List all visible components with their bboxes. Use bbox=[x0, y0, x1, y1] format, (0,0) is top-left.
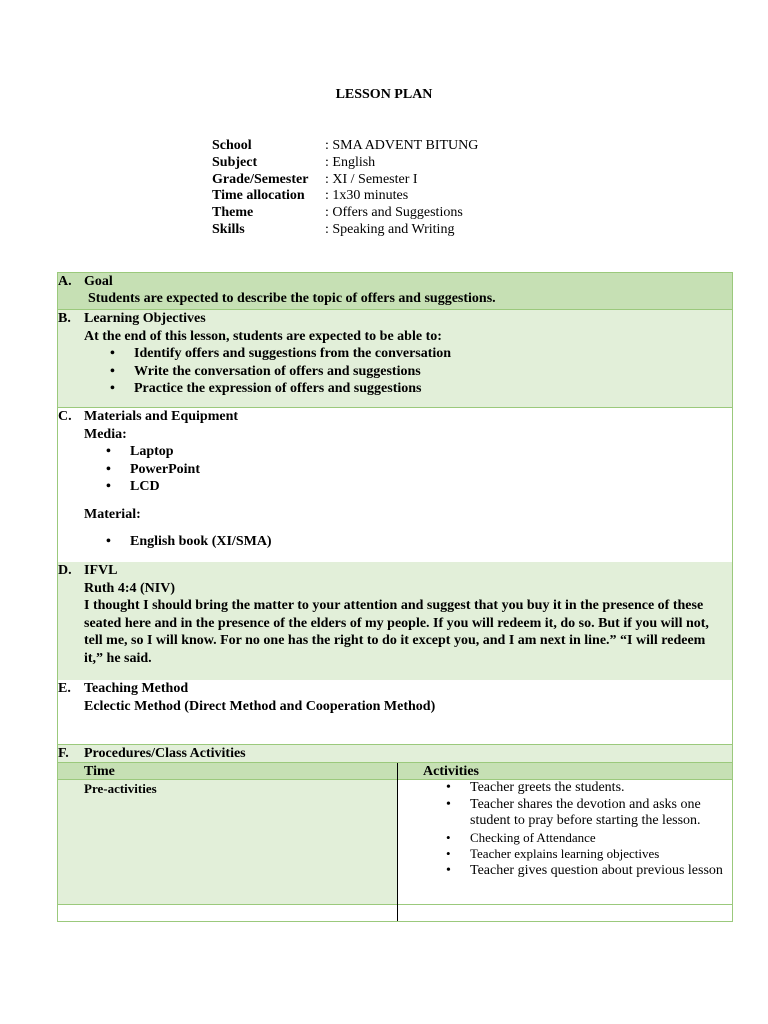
goal-text: Students are expected to describe the topic of offers and suggestions. bbox=[88, 291, 496, 306]
list-item: • Teacher shares the devotion and asks one student to pray before starting the lesson. bbox=[470, 797, 730, 830]
activities-list bbox=[470, 780, 730, 879]
list-item: • Laptop bbox=[130, 443, 720, 461]
column-divider bbox=[397, 763, 398, 921]
objectives-heading: Learning Objectives bbox=[84, 311, 206, 326]
materials-heading: Materials and Equipment bbox=[84, 409, 239, 424]
info-row-grade: Grade/Semester : XI / Semester I bbox=[212, 171, 418, 187]
row-time: Pre-activities bbox=[84, 781, 157, 796]
section-ifvl: D. IFVL Ruth 4:4 (NIV) I thought I should bring the matter to your attention and suggest that you buy it in the presence of these seated here and in the presence of the elders of my people. If you will redeem it, do so. But if you will not, tell me, so I will know. For no one has the right to do it except you, and I am next in line.” “I will redeem it,” he said. bbox=[58, 562, 732, 680]
material-label: Material: bbox=[84, 506, 141, 522]
list-item: • Teacher greets the students. bbox=[470, 780, 730, 797]
list-item: • Practice the expression of offers and suggestions bbox=[134, 380, 720, 398]
info-row-time: Time allocation : 1x30 minutes bbox=[212, 188, 409, 204]
objectives-list bbox=[134, 345, 720, 398]
material-list bbox=[130, 533, 720, 551]
list-item: • Identify offers and suggestions from the conversation bbox=[134, 345, 720, 363]
info-row-subject: Subject : English bbox=[212, 154, 376, 170]
procedures-heading: Procedures/Class Activities bbox=[84, 746, 246, 761]
method-text: Eclectic Method (Direct Method and Cooperation Method) bbox=[84, 698, 436, 714]
list-item: • English book (XI/SMA) bbox=[130, 533, 720, 551]
list-item: • Checking of Attendance bbox=[470, 830, 730, 847]
list-item: • LCD bbox=[130, 478, 720, 496]
lesson-info bbox=[212, 138, 478, 239]
goal-heading: Goal bbox=[84, 274, 113, 289]
info-row-school: School : SMA ADVENT BITUNG bbox=[212, 138, 479, 153]
section-goal: A. Goal Students are expected to describe the topic of offers and suggestions. bbox=[58, 273, 732, 310]
section-objectives: B. Learning Objectives At the end of this lesson, students are expected to be able to: • Identify offers and suggestions from the conversation • Write the conversation of offers and suggestions • Practice the expression of offers and suggestions bbox=[58, 310, 732, 408]
col-time-header: Time bbox=[84, 764, 115, 779]
list-item: • Teacher explains learning objectives bbox=[470, 846, 730, 863]
info-row-skills: Skills : Speaking and Writing bbox=[212, 221, 455, 237]
col-activities-header: Activities bbox=[423, 764, 479, 779]
media-label: Media: bbox=[84, 426, 127, 442]
verse-text: I thought I should bring the matter to your attention and suggest that you buy it in the presence of these seated here and in the presence of the elders of my people. If you will redeem it, do so. But if you will not, tell me, so I will know. For no one has the right to do it except you, and I am next in line.” “I will redeem it,” he said. bbox=[84, 598, 709, 666]
section-materials: C. Materials and Equipment Media: • Laptop • PowerPoint • LCD Material: • English book (XI/SMA) bbox=[58, 408, 732, 562]
objectives-intro: At the end of this lesson, students are expected to be able to: bbox=[84, 328, 442, 344]
media-list bbox=[130, 443, 720, 496]
verse-reference: Ruth 4:4 (NIV) bbox=[84, 580, 175, 596]
list-item: • Write the conversation of offers and suggestions bbox=[134, 363, 720, 381]
ifvl-heading: IFVL bbox=[84, 563, 118, 578]
list-item: • Teacher gives question about previous lesson bbox=[470, 863, 730, 880]
document-title: LESSON PLAN bbox=[335, 87, 433, 102]
lesson-table bbox=[57, 272, 733, 922]
info-row-theme: Theme : Offers and Suggestions bbox=[212, 205, 463, 221]
section-teaching-method: E. Teaching Method Eclectic Method (Direct Method and Cooperation Method) bbox=[58, 680, 732, 745]
method-heading: Teaching Method bbox=[84, 681, 189, 696]
list-item: • PowerPoint bbox=[130, 461, 720, 479]
table-row-empty bbox=[58, 904, 732, 921]
section-procedures: F. Procedures/Class Activities bbox=[58, 745, 732, 762]
procedures-header-row bbox=[58, 762, 732, 780]
